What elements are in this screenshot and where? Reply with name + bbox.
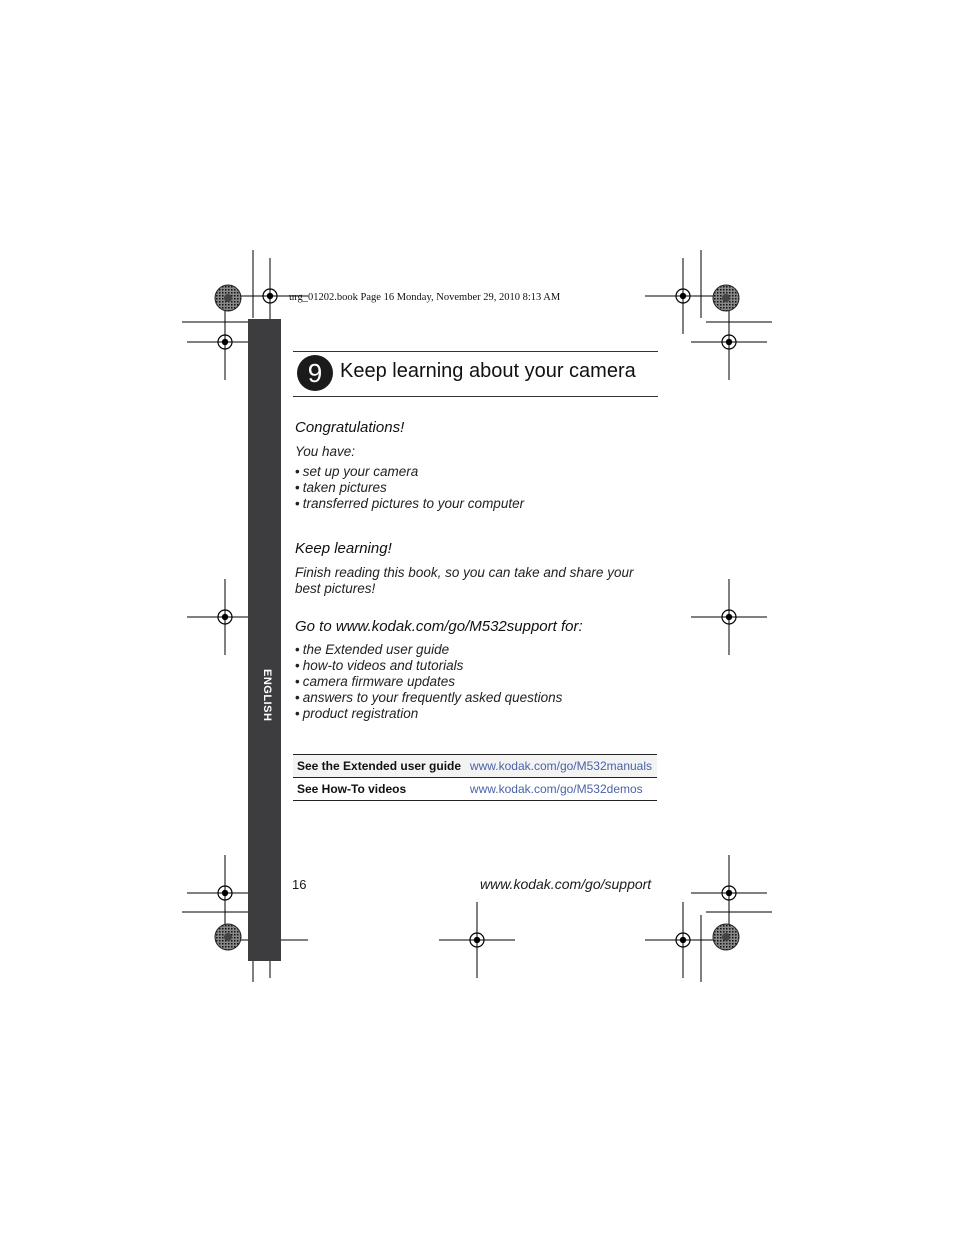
list-item: • camera firmware updates (295, 674, 456, 689)
list-item: • how-to videos and tutorials (295, 658, 464, 673)
row-label: See the Extended user guide (293, 755, 466, 778)
chapter-top-rule (293, 351, 658, 352)
keep-learning-heading: Keep learning! (295, 540, 392, 557)
language-sidebar (248, 319, 281, 961)
list-item: • set up your camera (295, 464, 419, 479)
table-row (293, 778, 657, 801)
resource-links-table (293, 754, 657, 801)
page-number: 16 (292, 877, 307, 892)
manuals-link[interactable]: www.kodak.com/go/M532manuals (466, 755, 657, 778)
demos-link[interactable]: www.kodak.com/go/M532demos (466, 778, 657, 801)
congrats-heading: Congratulations! (295, 419, 405, 436)
list-item: • transferred pictures to your computer (295, 496, 525, 511)
keep-learning-text: Finish reading this book, so you can take and share your best pictures! (295, 565, 634, 596)
row-label: See How-To videos (293, 778, 466, 801)
table-row (293, 755, 657, 778)
language-label: ENGLISH (261, 669, 273, 722)
footer-website: www.kodak.com/go/support (480, 876, 652, 892)
congrats-intro: You have: (295, 444, 356, 459)
print-slug: urg_01202.book Page 16 Monday, November 29, 2010 8:13 AM (289, 292, 561, 303)
congrats-list (295, 464, 524, 512)
chapter-title: Keep learning about your camera (340, 360, 636, 382)
goto-heading: Go to www.kodak.com/go/M532support for: (295, 618, 583, 635)
list-item: • taken pictures (295, 480, 387, 495)
chapter-bottom-rule (293, 396, 658, 397)
chapter-number-badge: 9 (297, 355, 333, 391)
support-topics-list (295, 642, 562, 722)
list-item: • product registration (295, 706, 419, 721)
list-item: • the Extended user guide (295, 642, 450, 657)
list-item: • answers to your frequently asked questions (295, 690, 563, 705)
